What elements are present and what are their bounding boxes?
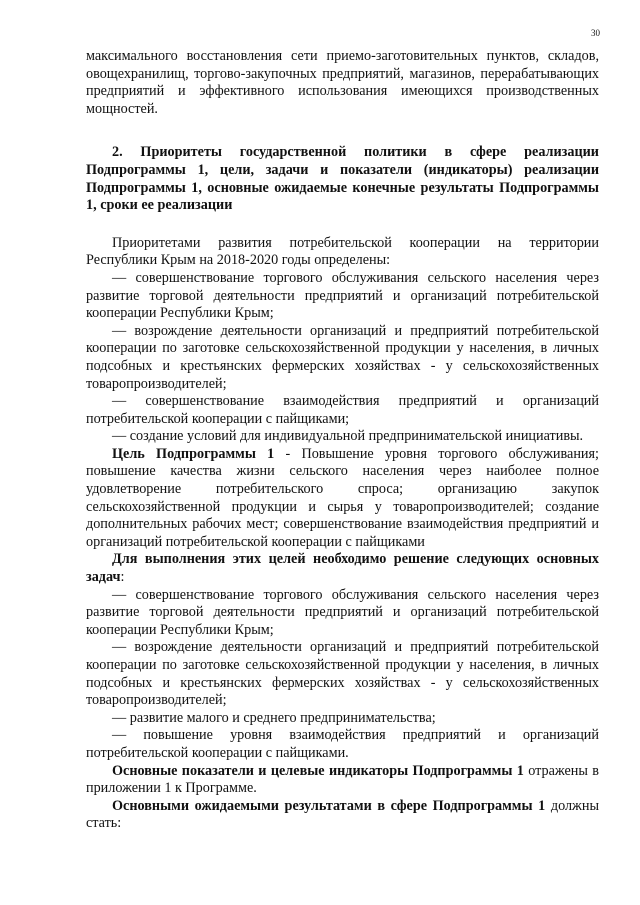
priority-item: — совершенствование взаимодействия предприятий и организаций потребительской кооперации с пайщиками; — [86, 393, 599, 427]
goal-label: Цель Подпрограммы 1 — [112, 445, 275, 462]
priority-item: — возрождение деятельности организаций и предприятий потребительской кооперации по заготовке сельскохозяйственной продукции у населения, в личных подсобных и крестьянских фермерских хозяйствах - у сельскохозяйственных товаропроизводителей; — [86, 322, 599, 392]
task-item: — совершенствование торгового обслуживания сельского населения через развитие торговой деятельности предприятий и организаций потребительской кооперации Республики Крым; — [86, 586, 599, 638]
page-content — [86, 48, 599, 833]
indicators-paragraph — [86, 763, 599, 798]
section-heading: 2. Приоритеты государственной политики в сфере реализации Подпрограммы 1, цели, задачи и показатели (индикаторы) реализации Подпрограммы 1, основные ожидаемые конечные результаты Подпрограммы 1, сроки ее реализации — [86, 144, 599, 214]
tasks-intro-label: Для выполнения этих целей необходимо решение следующих основных задач — [86, 551, 599, 586]
goal-text: - Повышение уровня торгового обслуживания; повышение качества жизни сельского населения через наиболее полное удовлетворение потребительского спроса; организацию закупок сельскохозяйственной продукции и сырья у товаропроизводителей; создание дополнительных рабочих мест; совершенствование взаимодействия предприятий и организаций потребительской кооперации с пайщиками — [86, 445, 599, 550]
results-label: Основными ожидаемыми результатами в сфере Подпрограммы 1 — [112, 797, 546, 814]
priorities-intro: Приоритетами развития потребительской кооперации на территории Республики Крым на 2018-2020 годы определены: — [86, 234, 599, 269]
task-item: — развитие малого и среднего предпринимательства; — [112, 709, 436, 726]
page-number: 30 — [591, 28, 600, 38]
indicators-text: отражены в приложении 1 к Программе. — [86, 762, 599, 797]
intro-paragraph: максимального восстановления сети приемо-заготовительных пунктов, складов, овощехранилищ, торгово-закупочных предприятий, магазинов, перерабатывающих предприятий и эффективного использования имеющихся производственных мощностей. — [86, 48, 599, 117]
priority-item: — создание условий для индивидуальной предпринимательской инициативы. — [112, 428, 584, 445]
task-item: — повышение уровня взаимодействия предприятий и организаций потребительской кооперации с пайщиками. — [86, 727, 599, 761]
priority-item: — совершенствование торгового обслуживания сельского населения через развитие торговой деятельности предприятий и организаций потребительской кооперации Республики Крым; — [86, 269, 599, 322]
tasks-intro-suffix: : — [120, 569, 125, 586]
results-paragraph — [86, 798, 599, 833]
task-item: — возрождение деятельности организаций и предприятий потребительской кооперации по заготовке сельскохозяйственной продукции у населения, в личных подсобных и крестьянских фермерских хозяйствах - у сельскохозяйственных товаропроизводителей; — [86, 639, 599, 709]
tasks-intro — [86, 551, 599, 586]
goal-paragraph — [86, 446, 599, 552]
results-text: должны стать: — [86, 797, 599, 832]
indicators-label: Основные показатели и целевые индикаторы Подпрограммы 1 — [112, 762, 524, 779]
